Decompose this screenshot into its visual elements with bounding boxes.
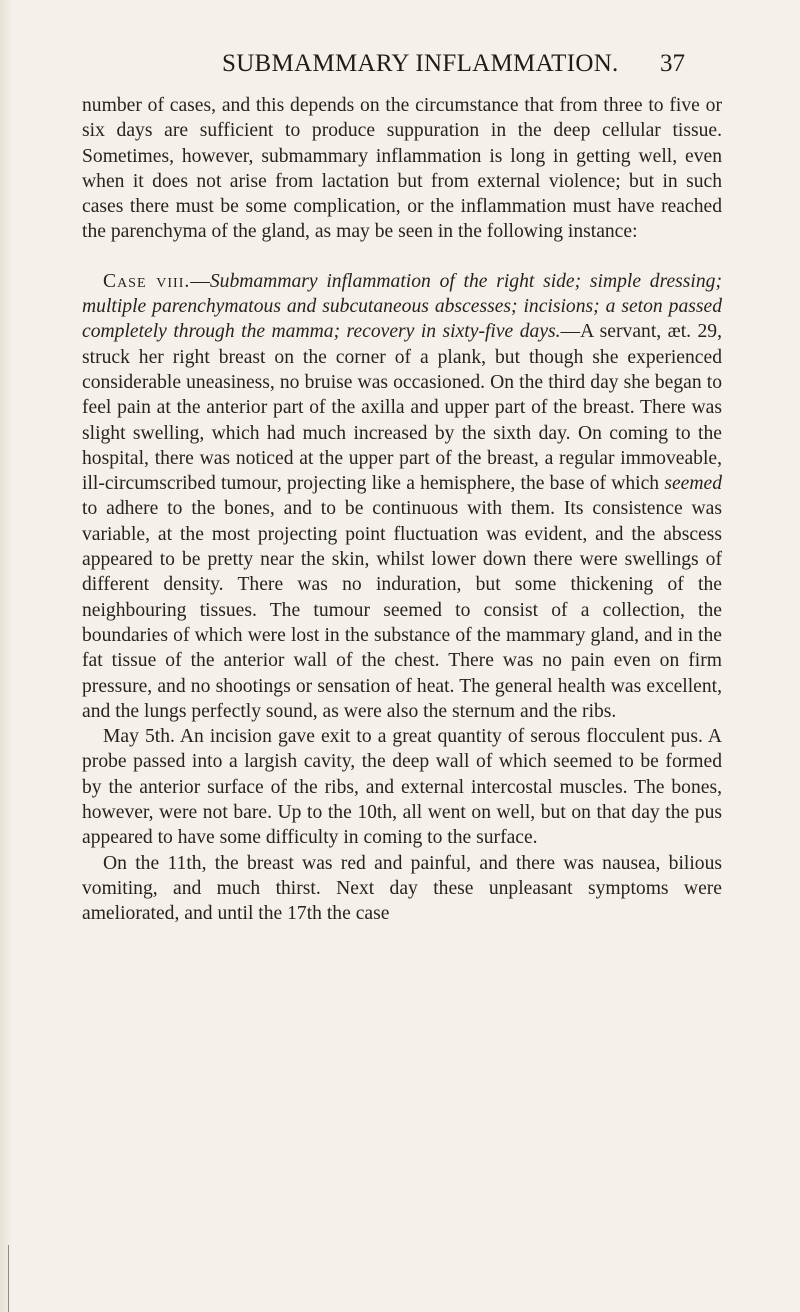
page-edge-rule bbox=[8, 1245, 9, 1312]
case-body-emphasis: seemed bbox=[664, 473, 722, 495]
case-dash: — bbox=[190, 270, 210, 292]
running-head bbox=[0, 50, 800, 90]
paragraph-11th: On the 11th, the breast was red and painful, and there was nausea, bilious vomiting, and much thirst. Next day these unpleasant symptoms were ameliorated, and until the 17th the case bbox=[82, 852, 722, 925]
paragraph-may-5th: May 5th. An incision gave exit to a great quantity of serous flocculent pus. A probe passed into a largish cavity, the deep wall of which seemed to be formed by the anterior surface of the ribs, and external intercostal muscles. The bones, however, were not bare. Up to the 10th, all went on well, but on that day the pus appeared to have some difficulty in coming to the surface. bbox=[82, 726, 722, 849]
page-gutter bbox=[0, 0, 12, 1312]
running-title: SUBMAMMARY INFLAMMATION. bbox=[222, 50, 619, 77]
paragraph-continuation: number of cases, and this depends on the circumstance that from three to five or six days are sufficient to produce suppuration in the deep cellular tissue. Sometimes, however, submammary inflammation is long in getting well, even when it does not arise from lactation but from external violence; but in such cases there must be some complication, or the inflammation must have reached the parenchyma of the gland, as may be seen in the following instance: bbox=[82, 95, 722, 243]
case-body-lead: —A servant, æt. 29, struck her right breast on the corner of a plank, but though she experienced considerable uneasiness, no bruise was occasioned. On the third day she began to feel pain at the anterior part of the axilla and upper part of the breast. There was slight swelling, which had much increased by the sixth day. On coming to the hospital, there was noticed at the upper part of the breast, a regular immoveable, ill-circumscribed tumour, projecting like a hemisphere, the base of which bbox=[82, 321, 722, 495]
case-body-tail: to adhere to the bones, and to be continuous with them. Its consistence was variable, at the most projecting point fluctuation was evident, and the abscess appeared to be pretty near the skin, whilst lower down there were swellings of different density. There was no induration, but some thickening of the neighbouring tissues. The tumour seemed to consist of a collection, the boundaries of which were lost in the substance of the mammary gland, and in the fat tissue of the anterior wall of the chest. There was no pain even on firm pressure, and no shootings or sensation of heat. The general health was excellent, and the lungs perfectly sound, as were also the sternum and the ribs. bbox=[82, 498, 722, 722]
page-body bbox=[82, 93, 722, 927]
page-number: 37 bbox=[660, 50, 685, 77]
case-paragraph bbox=[82, 269, 722, 724]
case-label: Case viii. bbox=[103, 270, 191, 292]
case-title: Submammary inflammation of the right side; simple dressing; multiple parenchymatous and subcutaneous abscesses; incisions; a seton passed completely through the mamma; recovery in sixty-five days. bbox=[82, 270, 722, 343]
